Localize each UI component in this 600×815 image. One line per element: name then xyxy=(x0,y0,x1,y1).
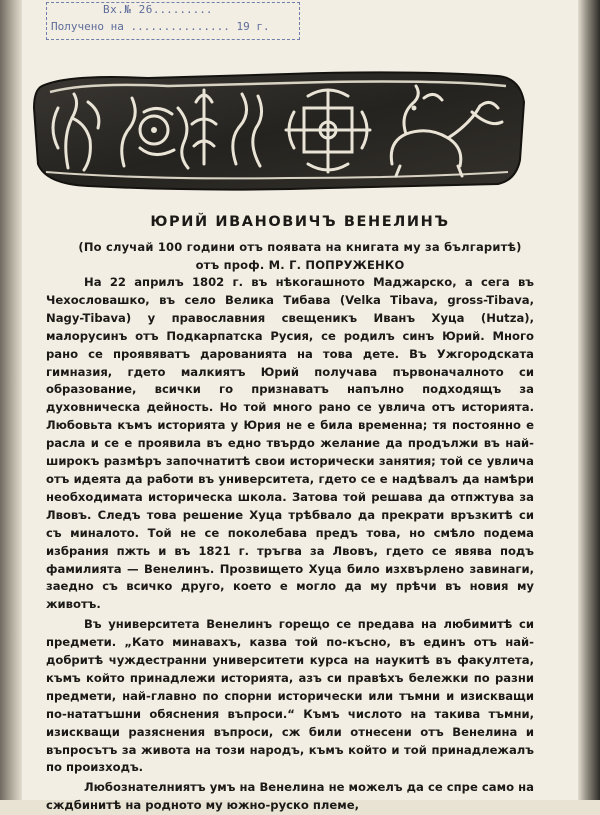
registration-stamp: Вх.№ 26......... Получено на ............... 19 г. xyxy=(46,2,300,40)
page-right-edge-shadow xyxy=(578,0,600,800)
article-body xyxy=(46,274,534,815)
stamp-year-label: 19 г. xyxy=(236,20,270,33)
stamp-received-label: Получено на xyxy=(51,20,124,33)
article-byline: отъ проф. М. Г. ПОПРУЖЕНКО xyxy=(195,258,405,272)
article-subtitle: (По случай 100 години отъ появата на книгата му за българитѣ) xyxy=(78,240,522,254)
article-paragraph: Въ университета Венелинъ горещо се предава на любимитѣ си предмети. „Като минавахъ, казва той по-късно, въ единъ отъ най-добритѣ чуждестранни университети курса на наукитѣ въ факултета, къмъ който принадлежи историята, азъ си правѣхъ бележки по разни предмети, най-главно по спорни исторически или тъмни и изисквaщи по-нататъшни обяснения въпроси.“ Къмъ числото на такива тъмни, изискващи разяснения въпроси, сж били отнесени отъ Венелина и въпросътъ за живота на този народъ, къмъ който и той принадлежалъ по произходъ. xyxy=(46,617,534,775)
article-paragraph: Любознателниятъ умъ на Венелина не можелъ да се спре само на сждбинитѣ на родното му южно-руско племе, xyxy=(46,780,534,813)
page-left-edge-shadow xyxy=(0,0,22,800)
stamp-incoming-number: Вх.№ 26 xyxy=(103,3,153,16)
article-title: ЮРИЙ ИВАНОВИЧЪ ВЕНЕЛИНЪ xyxy=(150,214,450,230)
carved-stone-relief-icon xyxy=(28,68,528,192)
article-paragraph: На 22 априлъ 1802 г. въ нѣкогашното Маджарско, а сега въ Чехословашко, въ село Велика Тибава (Velka Tibava, gross-Tibava, Nagy-Tibava) у православния свещеникъ Иванъ Хуца (Hutza), малорусинъ отъ Подкарпатска Русия, се родилъ синъ Юрий. Много рано се проявяватъ дарованията на това дете. Въ Ужгородската гимназия, гдето малкиятъ Юрий получава първоначалното си образование, всички го признаватъ напълно подходящъ за духовническа дейность. Но той много рано се увлича отъ историята. Любовьта къмъ историята у Юрия не е била временна; тя постоянно е расла и се е проявила въ едно твърдо желание да продължи въ най-широкъ размѣръ започнатитѣ свои исторически занятия; той се увлича отъ идеята да работи въ университета, гдето се е надѣвалъ да намѣри необходимата историческа школа. Затова той решава да отпжтува за Лвовъ. Следъ това решение Хуца трѣбвало да прекрати връзкитѣ си съ миналото. Той не се поколебава предъ това, но смѣло подема избрания пжть и въ 1821 г. тръгва за Лвовъ, гдето се явява подъ фамилията — Венелинъ. Прозвището Хуца било изхвърлено завинаги, заедно съ всичко друго, което е могло да му прѣчи въ новия му животъ. xyxy=(46,275,534,612)
